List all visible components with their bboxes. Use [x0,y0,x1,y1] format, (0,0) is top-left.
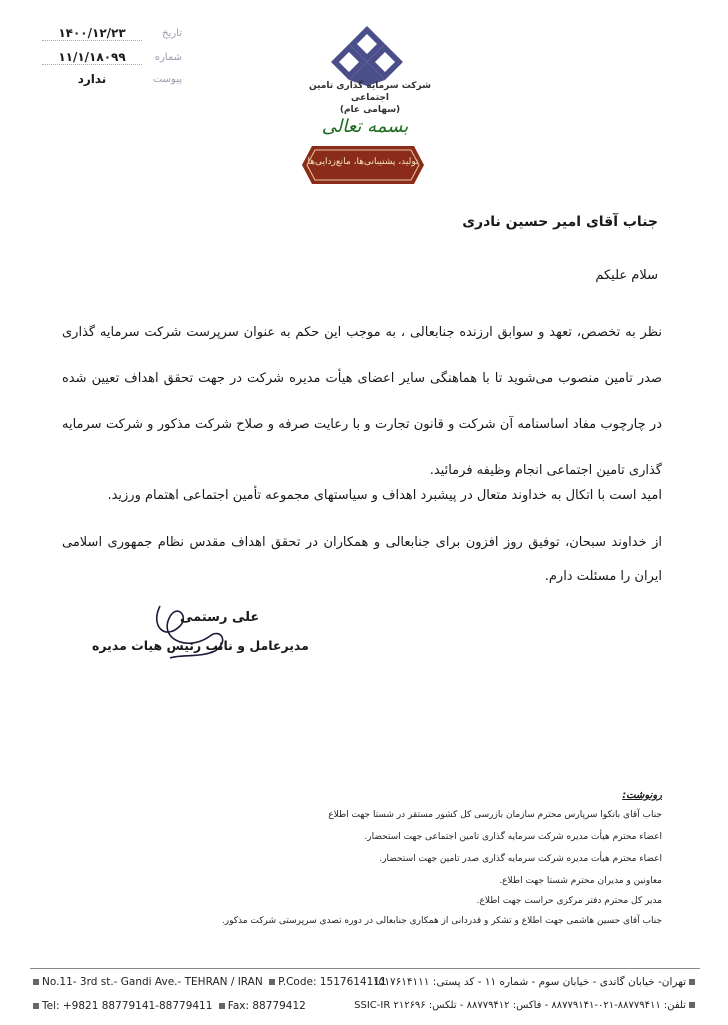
footer-address-en [30,976,387,988]
date-label: تاریخ [162,28,182,39]
number-label: شماره [154,52,182,63]
greeting: سلام علیکم [595,268,658,283]
cc-item: مدیر کل محترم دفتر مرکزی حراست جهت اطلاع. [476,896,662,906]
footer-contact-fa [354,1000,698,1011]
addressee: جناب آقای امیر حسین نادری [462,214,658,230]
handwritten-signature [120,596,260,666]
cc-item: معاونین و مدیران محترم شستا جهت اطلاع. [499,876,662,886]
body-paragraph-2: امید است با اتکال به خداوند متعال در پیشبرد اهداف و سیاستهای مجموعه تأمین اجتماعی اهتمام ورزید. [107,488,662,503]
tel-fa: تلفن: ۸۸۷۷۹۴۱۱-۰۲۱-۸۸۷۷۹۱۴۱ - فاکس: ۸۸۷۷۹۴۱۲ - تلکس: SSIC-IR ۲۱۲۶۹۶ [354,1000,686,1011]
body-paragraph-3: از خداوند سبحان، توفیق روز افزون برای جنابعالی و همکاران در تحقق اهداف مقدس نظام جمهوری اسلامی ایران را مسئلت دارم. [62,535,662,584]
square-bullet-icon [33,1003,39,1009]
basmala: بسمه تعالی [321,116,409,137]
tel-en: Tel: +9821 88779141-88779411 [42,1000,213,1012]
number-value: ۱۱/۱/۱۸۰۹۹ [42,50,142,65]
square-bullet-icon [269,979,275,985]
attachment-label: پیوست [152,74,182,85]
footer-divider [30,968,700,969]
attachment-value: ندارد [77,72,107,86]
square-bullet-icon [219,1003,225,1009]
fax-en: Fax: 88779412 [227,1000,306,1012]
cc-item: جناب آقای بانکوا سرپارس محترم سازمان بازرسی کل کشور مستقر در شستا جهت اطلاع [328,810,662,820]
number-row [42,50,182,68]
square-bullet-icon [33,979,39,985]
company-type: (سهامی عام) [339,105,401,115]
square-bullet-icon [689,1002,695,1008]
attachment-row [42,72,182,90]
signatory-title: مدیرعامل و نائب رئیس هیات مدیره [92,638,309,653]
cc-item: اعضاء محترم هیأت مدیره شرکت سرمایه گذاری تامین اجتماعی جهت استحضار. [364,832,662,842]
body-paragraph-1: نظر به تخصص، تعهد و سوابق ارزنده جنابعالی ، به موجب این حکم به عنوان سرپرست شرکت سرمایه گذاری صدر تامین منصوب می‌شوید تا با هماهنگی سایر اعضای هیأت مدیره شرکت در جهت تحقق اهداف تعیین شده در چارچوب مفاد اساسنامه آن شرکت و قانون تجارت و با رعایت صرفه و صلاح شرکت مذکور و شرکت سرمایه گذاری تامین اجتماعی انجام وظیفه فرمائید. [62,325,662,478]
company-name-block [300,80,440,116]
signatory-name: علی رستمی [180,610,260,625]
slogan-text: تولید، پشتیبانی‌ها، مانع‌زدایی‌ها [307,157,419,167]
company-name: شرکت سرمایه گذاری تامین اجتماعی [309,81,431,103]
date-value: ۱۴۰۰/۱۲/۲۳ [42,26,142,41]
footer-contact-en [30,1000,306,1012]
cc-heading: رونوشت: [622,790,662,801]
slogan-banner [302,146,424,184]
date-row [42,26,182,44]
footer-address-fa [373,976,698,988]
address-fa: تهران- خیابان گاندی - خیابان سوم - شماره ۱۱ - کد پستی: ۱۵۱۷۶۱۴۱۱۱ [373,976,686,988]
square-bullet-icon [689,979,695,985]
postcode-en: P.Code: 1517614111 [278,976,387,988]
cc-item: جناب آقای حسین هاشمی جهت اطلاع و تشکر و قدردانی از همکاری جنابعالی در دوره تصدی سرپرستی شرکت مذکور. [221,916,662,926]
address-en: No.11- 3rd st.- Gandi Ave.- TEHRAN / IRAN [42,976,263,988]
cc-item: اعضاء محترم هیأت مدیره شرکت سرمایه گذاری صدر تامین جهت استحضار. [379,854,662,864]
